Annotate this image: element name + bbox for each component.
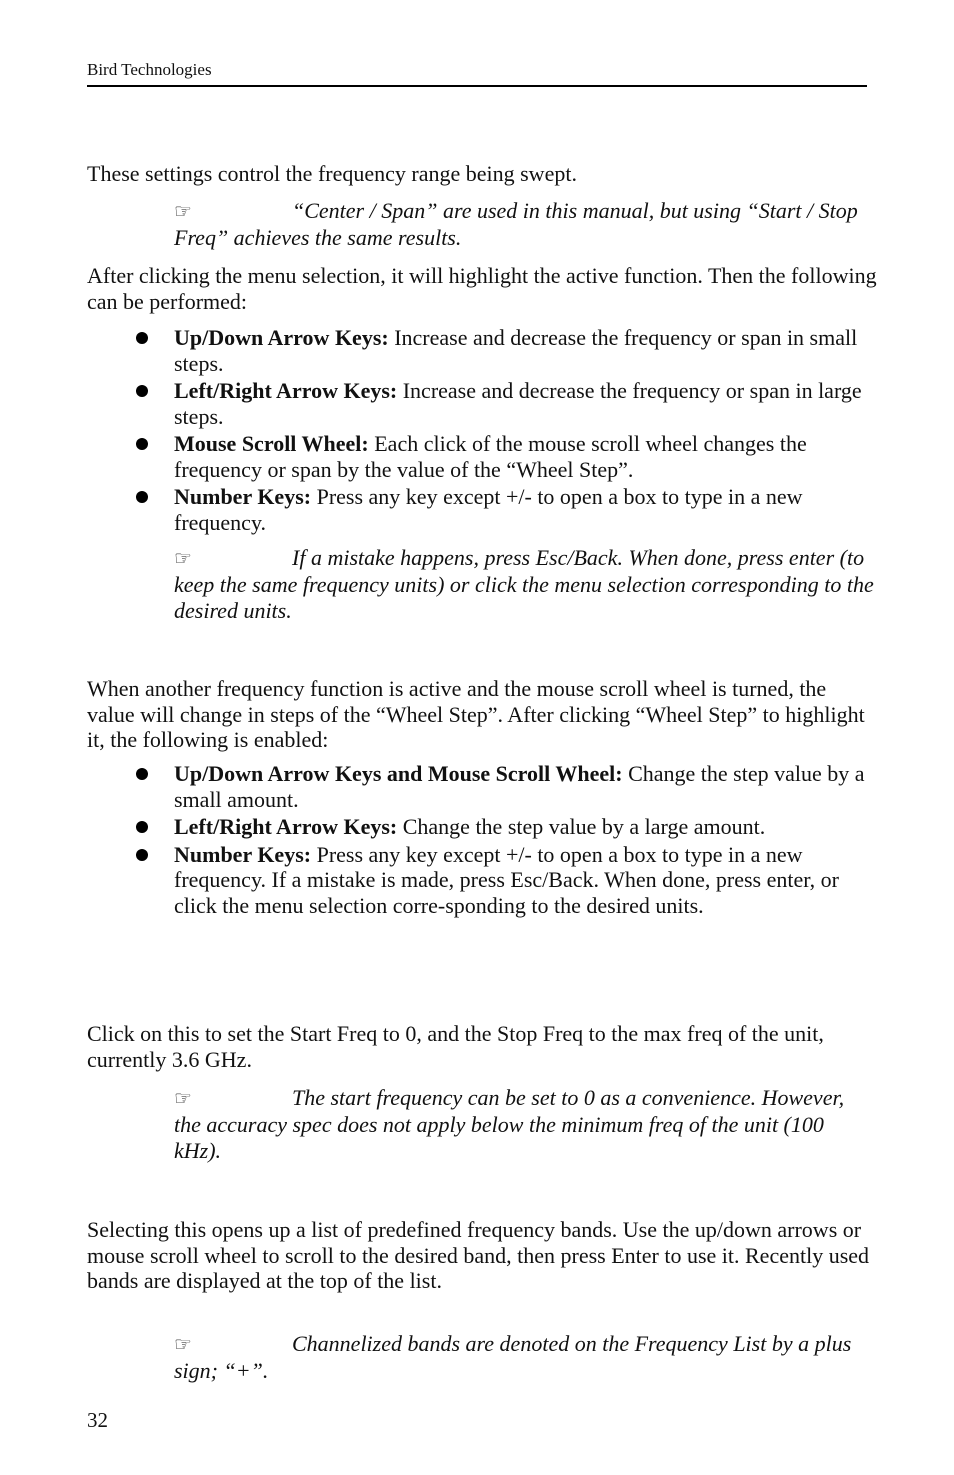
bullet-icon [136, 821, 148, 833]
section1-note2-text: If a mistake happens, press Esc/Back. When done, press enter (to keep the same frequency units) or click the menu selection corresponding to the desired units. [174, 545, 874, 623]
bullet-text: Increase and decrease the frequency or span in large steps. [174, 378, 862, 429]
bullet-term: Up/Down Arrow Keys and Mouse Scroll Wheel: [174, 761, 623, 786]
page-number: 32 [87, 1408, 108, 1432]
list-item [87, 814, 887, 840]
bullet-text: Each click of the mouse scroll wheel changes the frequency or span by the value of the “Wheel Step”. [174, 431, 807, 482]
section3-intro: Click on this to set the Start Freq to 0, and the Stop Freq to the max freq of the unit, currently 3.6 GHz. [87, 1021, 824, 1072]
list-item [87, 484, 887, 535]
bullet-term: Left/Right Arrow Keys: [174, 378, 398, 403]
pointing-hand-icon: ☞ [174, 1088, 192, 1110]
bullet-icon [136, 491, 148, 503]
bullet-text: Change the step value by a small amount. [174, 761, 865, 812]
bullet-icon [136, 768, 148, 780]
header-rule [87, 85, 867, 87]
bullet-text: Press any key except +/- to open a box to type in a new frequency. If a mistake is made, press Esc/Back. When done, press enter, or click the menu selection corre-sponding to the desired units. [174, 841, 839, 918]
bullet-icon [136, 438, 148, 450]
bullet-term: Number Keys: [174, 841, 312, 867]
pointing-hand-icon: ☞ [174, 548, 192, 570]
header-company: Bird Technologies [87, 60, 212, 79]
pointing-hand-icon: ☞ [174, 201, 192, 223]
list-item [87, 378, 887, 429]
section1-bullet-list [87, 325, 887, 537]
section4-intro: Selecting this opens up a list of predefined frequency bands. Use the up/down arrows or mouse scroll wheel to scroll to the desired band, then press Enter to use it. Recently used bands are displayed at the top of the list. [87, 1217, 870, 1293]
bullet-term: Number Keys: [174, 484, 312, 509]
section2-intro: When another frequency function is active and the mouse scroll wheel is turned, the value will change in steps of the “Wheel Step”. After clicking “Wheel Step” to highlight it, the following is enabled: [87, 676, 865, 752]
bullet-term: Mouse Scroll Wheel: [174, 431, 369, 456]
bullet-icon [136, 332, 148, 344]
section4-note-text: Channelized bands are denoted on the Frequency List by a plus sign; “+”. [174, 1331, 852, 1383]
section4-note [174, 1331, 874, 1384]
list-item [87, 761, 887, 812]
section2-bullet-list [87, 761, 887, 920]
section1-note1-text: “Center / Span” are used in this manual, but using “Start / Stop Freq” achieves the same results. [174, 198, 858, 250]
list-item [87, 842, 887, 919]
section3-note-text: The start frequency can be set to 0 as a convenience. However, the accuracy spec does not apply below the minimum freq of the unit (100 kHz). [174, 1085, 845, 1163]
bullet-icon [136, 385, 148, 397]
list-item [87, 431, 887, 482]
bullet-icon [136, 849, 148, 861]
section1-note1 [174, 198, 874, 251]
section3-note [174, 1085, 874, 1164]
bullet-text: Change the step value by a large amount. [397, 814, 766, 839]
list-item [87, 325, 887, 376]
section1-para2: After clicking the menu selection, it will highlight the active function. Then the following can be performed: [87, 263, 877, 314]
section1-note2 [174, 545, 874, 624]
bullet-text: Increase and decrease the frequency or span in small steps. [174, 325, 858, 376]
pointing-hand-icon: ☞ [174, 1334, 192, 1356]
section1-intro: These settings control the frequency range being swept. [87, 161, 577, 186]
bullet-text: Press any key except +/- to open a box to type in a new frequency. [174, 484, 803, 535]
bullet-term: Left/Right Arrow Keys: [174, 814, 398, 839]
bullet-term: Up/Down Arrow Keys: [174, 325, 389, 350]
